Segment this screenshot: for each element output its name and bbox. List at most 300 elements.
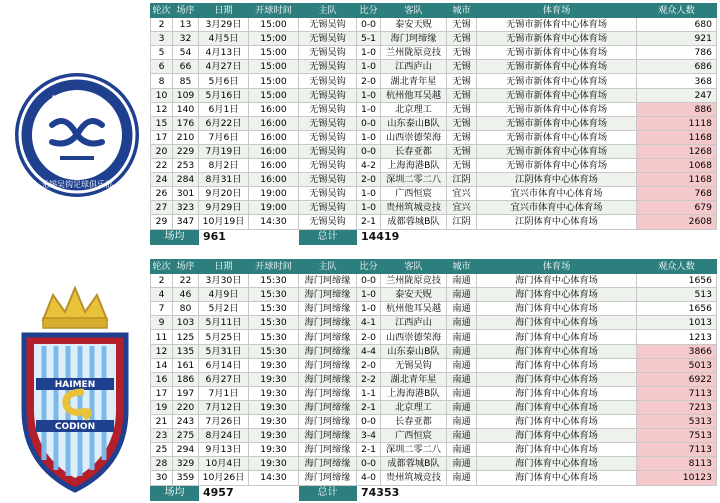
cell-stadium: 海门体育中心体育场 [477, 330, 637, 344]
cell-stadium: 海门体育中心体育场 [477, 372, 637, 386]
cell-attendance: 247 [637, 88, 717, 102]
wuxi-wugo-logo [12, 30, 142, 220]
header-city: 城市 [447, 260, 477, 274]
cell-stadium: 无锡市新体育中心体育场 [477, 60, 637, 74]
cell-score: 1-0 [357, 288, 381, 302]
cell-match: 161 [173, 358, 199, 372]
cell-match: 301 [173, 187, 199, 201]
cell-round: 4 [151, 288, 173, 302]
cell-city: 南通 [447, 443, 477, 457]
table-row [151, 215, 717, 229]
cell-city: 无锡 [447, 18, 477, 32]
cell-away: 湖北青年星 [381, 74, 447, 88]
cell-city: 宜兴 [447, 201, 477, 215]
cell-match: 13 [173, 18, 199, 32]
cell-stadium: 海门体育中心体育场 [477, 400, 637, 414]
cell-score: 1-0 [357, 187, 381, 201]
cell-date: 9月13日 [199, 443, 249, 457]
cell-home: 无锡吴钩 [299, 18, 357, 32]
cell-city: 无锡 [447, 60, 477, 74]
cell-away: 北京理工 [381, 102, 447, 116]
cell-away: 山西崇德荣海 [381, 130, 447, 144]
cell-home: 无锡吴钩 [299, 74, 357, 88]
cell-time: 16:00 [249, 144, 299, 158]
cell-away: 湖北青年星 [381, 372, 447, 386]
cell-score: 4-0 [357, 471, 381, 485]
cell-round: 5 [151, 46, 173, 60]
cell-city: 无锡 [447, 74, 477, 88]
cell-score: 2-0 [357, 330, 381, 344]
cell-time: 14:30 [249, 215, 299, 229]
cell-round: 22 [151, 159, 173, 173]
cell-city: 南通 [447, 316, 477, 330]
cell-city: 南通 [447, 457, 477, 471]
cell-round: 30 [151, 471, 173, 485]
cell-home: 海门珂缔缘 [299, 302, 357, 316]
cell-date: 10月26日 [199, 471, 249, 485]
cell-home: 无锡吴钩 [299, 88, 357, 102]
cell-date: 5月16日 [199, 88, 249, 102]
cell-city: 无锡 [447, 102, 477, 116]
cell-attendance: 679 [637, 201, 717, 215]
cell-home: 无锡吴钩 [299, 187, 357, 201]
header-away: 客队 [381, 260, 447, 274]
header-stadium: 体育场 [477, 4, 637, 18]
cell-city: 南通 [447, 400, 477, 414]
cell-date: 3月29日 [199, 18, 249, 32]
cell-away: 江西庐山 [381, 316, 447, 330]
table-row [151, 173, 717, 187]
cell-city: 江阴 [447, 173, 477, 187]
cell-attendance: 768 [637, 187, 717, 201]
cell-match: 275 [173, 429, 199, 443]
cell-stadium: 海门体育中心体育场 [477, 316, 637, 330]
cell-match: 80 [173, 302, 199, 316]
cell-home: 海门珂缔缘 [299, 288, 357, 302]
cell-round: 23 [151, 429, 173, 443]
cell-city: 南通 [447, 429, 477, 443]
cell-away: 上海海港B队 [381, 159, 447, 173]
cell-city: 无锡 [447, 130, 477, 144]
cell-date: 9月20日 [199, 187, 249, 201]
cell-round: 12 [151, 344, 173, 358]
cell-home: 无锡吴钩 [299, 201, 357, 215]
cell-stadium: 江阴体育中心体育场 [477, 215, 637, 229]
cell-date: 4月9日 [199, 288, 249, 302]
cell-stadium: 无锡市新体育中心体育场 [477, 32, 637, 46]
cell-away: 山西崇德荣海 [381, 330, 447, 344]
cell-attendance: 1656 [637, 274, 717, 288]
cell-score: 4-4 [357, 344, 381, 358]
cell-time: 19:30 [249, 443, 299, 457]
cell-time: 15:30 [249, 344, 299, 358]
cell-attendance: 7213 [637, 400, 717, 414]
cell-score: 2-0 [357, 173, 381, 187]
table-row [151, 116, 717, 130]
table-header [151, 260, 717, 274]
cell-stadium: 海门体育中心体育场 [477, 471, 637, 485]
cell-stadium: 无锡市新体育中心体育场 [477, 74, 637, 88]
cell-stadium: 无锡市新体育中心体育场 [477, 102, 637, 116]
total-label: 总计 [299, 485, 357, 500]
table-row [151, 201, 717, 215]
cell-stadium: 无锡市新体育中心体育场 [477, 88, 637, 102]
cell-stadium: 海门体育中心体育场 [477, 443, 637, 457]
cell-date: 5月25日 [199, 330, 249, 344]
cell-date: 7月19日 [199, 144, 249, 158]
header-home: 主队 [299, 4, 357, 18]
cell-away: 兰州陇原竞技 [381, 274, 447, 288]
cell-attendance: 886 [637, 102, 717, 116]
cell-away: 海门珂缔缘 [381, 32, 447, 46]
cell-date: 6月14日 [199, 358, 249, 372]
cell-city: 无锡 [447, 46, 477, 60]
cell-time: 14:30 [249, 471, 299, 485]
header-match: 场序 [173, 260, 199, 274]
cell-away: 成都蓉城B队 [381, 457, 447, 471]
cell-attendance: 1168 [637, 130, 717, 144]
cell-city: 无锡 [447, 144, 477, 158]
cell-attendance: 1168 [637, 173, 717, 187]
cell-match: 359 [173, 471, 199, 485]
table-row [151, 288, 717, 302]
cell-home: 海门珂缔缘 [299, 358, 357, 372]
cell-match: 197 [173, 386, 199, 400]
cell-away: 泰安天贶 [381, 288, 447, 302]
cell-home: 无锡吴钩 [299, 173, 357, 187]
table-row [151, 330, 717, 344]
cell-time: 19:30 [249, 415, 299, 429]
cell-time: 15:30 [249, 330, 299, 344]
cell-attendance: 1118 [637, 116, 717, 130]
cell-match: 140 [173, 102, 199, 116]
cell-home: 海门珂缔缘 [299, 443, 357, 457]
total-value: 74353 [357, 485, 447, 500]
cell-home: 无锡吴钩 [299, 116, 357, 130]
cell-home: 海门珂缔缘 [299, 429, 357, 443]
cell-time: 16:00 [249, 116, 299, 130]
cell-round: 21 [151, 415, 173, 429]
avg-label: 场均 [151, 485, 199, 500]
wuxi-home-matches-table [150, 3, 717, 245]
cell-away: 广西恒宸 [381, 187, 447, 201]
cell-attendance: 686 [637, 60, 717, 74]
cell-round: 17 [151, 386, 173, 400]
cell-date: 5月31日 [199, 344, 249, 358]
cell-score: 3-4 [357, 429, 381, 443]
cell-time: 15:30 [249, 316, 299, 330]
cell-date: 8月2日 [199, 159, 249, 173]
cell-match: 210 [173, 130, 199, 144]
cell-away: 上海海港B队 [381, 386, 447, 400]
cell-match: 229 [173, 144, 199, 158]
cell-stadium: 海门体育中心体育场 [477, 386, 637, 400]
cell-round: 8 [151, 74, 173, 88]
table-row [151, 102, 717, 116]
cell-match: 109 [173, 88, 199, 102]
summary-blank [447, 485, 717, 500]
cell-away: 兰州陇原竞技 [381, 46, 447, 60]
cell-time: 15:30 [249, 288, 299, 302]
cell-attendance: 786 [637, 46, 717, 60]
avg-label: 场均 [151, 229, 199, 244]
cell-time: 16:00 [249, 102, 299, 116]
cell-round: 25 [151, 443, 173, 457]
cell-match: 85 [173, 74, 199, 88]
table-row [151, 187, 717, 201]
cell-date: 8月31日 [199, 173, 249, 187]
cell-score: 0-0 [357, 116, 381, 130]
cell-date: 7月12日 [199, 400, 249, 414]
cell-score: 2-1 [357, 215, 381, 229]
cell-score: 2-1 [357, 443, 381, 457]
header-score: 比分 [357, 4, 381, 18]
cell-score: 4-2 [357, 159, 381, 173]
cell-attendance: 921 [637, 32, 717, 46]
cell-away: 泰安天贶 [381, 18, 447, 32]
cell-stadium: 宜兴市体育中心体育场 [477, 201, 637, 215]
cell-round: 24 [151, 173, 173, 187]
cell-date: 4月13日 [199, 46, 249, 60]
cell-score: 2-0 [357, 358, 381, 372]
cell-city: 南通 [447, 415, 477, 429]
cell-score: 5-1 [357, 32, 381, 46]
cell-stadium: 海门体育中心体育场 [477, 344, 637, 358]
table-row [151, 88, 717, 102]
cell-attendance: 7513 [637, 429, 717, 443]
avg-value: 4957 [199, 485, 299, 500]
cell-score: 1-0 [357, 130, 381, 144]
cell-home: 海门珂缔缘 [299, 330, 357, 344]
cell-match: 347 [173, 215, 199, 229]
cell-match: 66 [173, 60, 199, 74]
cell-date: 7月1日 [199, 386, 249, 400]
cell-away: 无锡吴钩 [381, 358, 447, 372]
table-row [151, 372, 717, 386]
total-value: 14419 [357, 229, 447, 244]
header-date: 日期 [199, 4, 249, 18]
cell-time: 15:00 [249, 60, 299, 74]
avg-value: 961 [199, 229, 299, 244]
cell-date: 3月30日 [199, 274, 249, 288]
cell-city: 南通 [447, 386, 477, 400]
header-city: 城市 [447, 4, 477, 18]
cell-date: 10月4日 [199, 457, 249, 471]
cell-time: 19:30 [249, 372, 299, 386]
cell-score: 1-0 [357, 88, 381, 102]
cell-round: 11 [151, 330, 173, 344]
cell-date: 5月11日 [199, 316, 249, 330]
cell-round: 26 [151, 187, 173, 201]
cell-stadium: 海门体育中心体育场 [477, 288, 637, 302]
cell-stadium: 无锡市新体育中心体育场 [477, 159, 637, 173]
haimen-home-matches-table [150, 259, 717, 501]
cell-time: 16:00 [249, 130, 299, 144]
table-row [151, 46, 717, 60]
header-time: 开球时间 [249, 260, 299, 274]
table-row [151, 358, 717, 372]
cell-stadium: 无锡市新体育中心体育场 [477, 18, 637, 32]
cell-round: 14 [151, 358, 173, 372]
table-row [151, 60, 717, 74]
cell-date: 4月5日 [199, 32, 249, 46]
cell-date: 7月26日 [199, 415, 249, 429]
cell-city: 南通 [447, 302, 477, 316]
cell-date: 7月6日 [199, 130, 249, 144]
cell-home: 海门珂缔缘 [299, 344, 357, 358]
cell-city: 南通 [447, 330, 477, 344]
table-row [151, 386, 717, 400]
cell-time: 19:00 [249, 201, 299, 215]
cell-round: 2 [151, 18, 173, 32]
cell-date: 5月6日 [199, 74, 249, 88]
cell-time: 19:30 [249, 457, 299, 471]
table-row [151, 144, 717, 158]
cell-home: 海门珂缔缘 [299, 386, 357, 400]
table-header [151, 4, 717, 18]
cell-city: 江阴 [447, 215, 477, 229]
cell-score: 2-1 [357, 400, 381, 414]
cell-attendance: 5313 [637, 415, 717, 429]
cell-away: 山东泰山B队 [381, 344, 447, 358]
cell-home: 无锡吴钩 [299, 130, 357, 144]
cell-round: 12 [151, 102, 173, 116]
cell-time: 15:30 [249, 274, 299, 288]
cell-time: 19:30 [249, 358, 299, 372]
cell-attendance: 10123 [637, 471, 717, 485]
header-score: 比分 [357, 260, 381, 274]
cell-score: 1-0 [357, 102, 381, 116]
cell-city: 无锡 [447, 88, 477, 102]
cell-attendance: 3866 [637, 344, 717, 358]
cell-match: 186 [173, 372, 199, 386]
cell-stadium: 无锡市新体育中心体育场 [477, 46, 637, 60]
cell-home: 无锡吴钩 [299, 159, 357, 173]
cell-stadium: 海门体育中心体育场 [477, 302, 637, 316]
cell-attendance: 1213 [637, 330, 717, 344]
cell-date: 5月2日 [199, 302, 249, 316]
haimen-codion-logo [18, 280, 133, 495]
cell-attendance: 6922 [637, 372, 717, 386]
cell-match: 243 [173, 415, 199, 429]
header-away: 客队 [381, 4, 447, 18]
cell-round: 6 [151, 60, 173, 74]
cell-match: 22 [173, 274, 199, 288]
cell-away: 贵州筑城竞技 [381, 201, 447, 215]
table-row [151, 130, 717, 144]
summary-blank [447, 229, 717, 244]
cell-city: 无锡 [447, 32, 477, 46]
cell-home: 海门珂缔缘 [299, 274, 357, 288]
cell-attendance: 1013 [637, 316, 717, 330]
cell-time: 16:00 [249, 159, 299, 173]
table-row [151, 400, 717, 414]
header-stadium: 体育场 [477, 260, 637, 274]
cell-city: 南通 [447, 274, 477, 288]
cell-match: 253 [173, 159, 199, 173]
cell-attendance: 1656 [637, 302, 717, 316]
table-row [151, 443, 717, 457]
cell-time: 15:00 [249, 32, 299, 46]
header-round: 轮次 [152, 5, 171, 17]
cell-stadium: 无锡市新体育中心体育场 [477, 130, 637, 144]
cell-date: 9月29日 [199, 201, 249, 215]
table-row [151, 302, 717, 316]
cell-score: 1-0 [357, 60, 381, 74]
cell-round: 9 [151, 316, 173, 330]
cell-away: 贵州筑城竞技 [381, 471, 447, 485]
cell-round: 2 [151, 274, 173, 288]
cell-match: 220 [173, 400, 199, 414]
cell-home: 海门珂缔缘 [299, 457, 357, 471]
cell-round: 28 [151, 457, 173, 471]
cell-match: 125 [173, 330, 199, 344]
cell-match: 323 [173, 201, 199, 215]
cell-city: 南通 [447, 344, 477, 358]
cell-attendance: 7113 [637, 443, 717, 457]
logo-haimen-text: HAIMEN [54, 380, 96, 390]
cell-stadium: 无锡市新体育中心体育场 [477, 116, 637, 130]
cell-attendance: 2608 [637, 215, 717, 229]
cell-time: 15:00 [249, 46, 299, 60]
cell-away: 北京理工 [381, 400, 447, 414]
cell-match: 54 [173, 46, 199, 60]
cell-round: 10 [151, 88, 173, 102]
header-round: 轮次 [152, 261, 171, 273]
cell-round: 27 [151, 201, 173, 215]
cell-date: 6月22日 [199, 116, 249, 130]
table-row [151, 415, 717, 429]
table-row [151, 74, 717, 88]
cell-home: 海门珂缔缘 [299, 415, 357, 429]
table-row [151, 32, 717, 46]
cell-attendance: 1268 [637, 144, 717, 158]
cell-stadium: 海门体育中心体育场 [477, 415, 637, 429]
cell-home: 海门珂缔缘 [299, 316, 357, 330]
cell-city: 南通 [447, 288, 477, 302]
header-time: 开球时间 [249, 4, 299, 18]
header-date: 日期 [199, 260, 249, 274]
cell-date: 6月1日 [199, 102, 249, 116]
table-row [151, 344, 717, 358]
cell-home: 无锡吴钩 [299, 60, 357, 74]
cell-city: 南通 [447, 471, 477, 485]
cell-city: 南通 [447, 358, 477, 372]
table-row [151, 471, 717, 485]
cell-attendance: 8113 [637, 457, 717, 471]
cell-away: 成都蓉城B队 [381, 215, 447, 229]
cell-away: 长春亚都 [381, 415, 447, 429]
cell-stadium: 海门体育中心体育场 [477, 274, 637, 288]
cell-time: 15:00 [249, 74, 299, 88]
cell-away: 江西庐山 [381, 60, 447, 74]
cell-home: 海门珂缔缘 [299, 372, 357, 386]
cell-away: 杭州他耳吴越 [381, 302, 447, 316]
cell-score: 1-1 [357, 386, 381, 400]
cell-attendance: 5013 [637, 358, 717, 372]
cell-date: 10月19日 [199, 215, 249, 229]
cell-stadium: 江阴体育中心体育场 [477, 173, 637, 187]
cell-round: 7 [151, 302, 173, 316]
cell-home: 无锡吴钩 [299, 215, 357, 229]
cell-score: 0-0 [357, 457, 381, 471]
cell-round: 3 [151, 32, 173, 46]
cell-match: 329 [173, 457, 199, 471]
cell-away: 深圳二零二八 [381, 173, 447, 187]
table-row [151, 159, 717, 173]
cell-match: 294 [173, 443, 199, 457]
total-label: 总计 [299, 229, 357, 244]
